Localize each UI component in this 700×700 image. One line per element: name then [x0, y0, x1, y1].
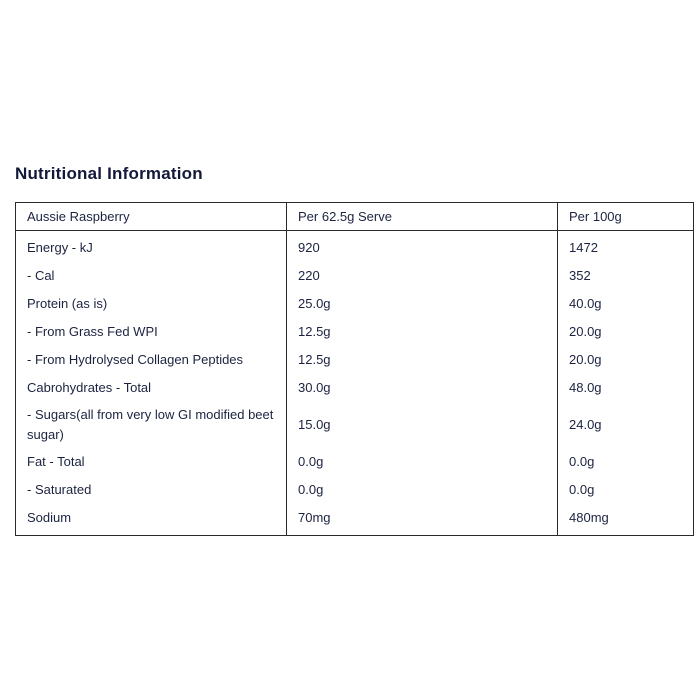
- per-serve-value: 15.0g: [287, 402, 558, 448]
- per-100g-value: 20.0g: [558, 346, 694, 374]
- per-serve-value: 0.0g: [287, 476, 558, 504]
- table-row: [16, 504, 694, 536]
- per-serve-value: 920: [287, 231, 558, 263]
- per-100g-value: 1472: [558, 231, 694, 263]
- per-100g-value: 352: [558, 262, 694, 290]
- per-serve-value: 12.5g: [287, 346, 558, 374]
- nutrient-label: Sodium: [16, 504, 287, 536]
- per-serve-value: 25.0g: [287, 290, 558, 318]
- table-row: [16, 231, 694, 263]
- per-100g-value: 20.0g: [558, 318, 694, 346]
- nutrient-label: Protein (as is): [16, 290, 287, 318]
- nutrient-label: - Saturated: [16, 476, 287, 504]
- nutrient-label: - From Grass Fed WPI: [16, 318, 287, 346]
- nutrition-table: [15, 202, 694, 536]
- nutrient-label: - Cal: [16, 262, 287, 290]
- per-serve-value: 220: [287, 262, 558, 290]
- table-row: [16, 402, 694, 448]
- page-title: Nutritional Information: [15, 164, 203, 183]
- table-row: [16, 346, 694, 374]
- per-serve-value: 30.0g: [287, 374, 558, 402]
- table-row: [16, 476, 694, 504]
- table-row: [16, 290, 694, 318]
- table-row: [16, 262, 694, 290]
- per-100g-value: 480mg: [558, 504, 694, 536]
- nutrient-label: Fat - Total: [16, 448, 287, 476]
- table-row: [16, 448, 694, 476]
- nutrient-label: Energy - kJ: [16, 231, 287, 263]
- per-serve-value: 12.5g: [287, 318, 558, 346]
- per-100g-value: 0.0g: [558, 448, 694, 476]
- nutrient-label: - From Hydrolysed Collagen Peptides: [16, 346, 287, 374]
- per-100g-value: 24.0g: [558, 402, 694, 448]
- per-100g-value: 0.0g: [558, 476, 694, 504]
- table-row: [16, 374, 694, 402]
- nutrient-label: Cabrohydrates - Total: [16, 374, 287, 402]
- table-header-row: [16, 203, 694, 231]
- per-serve-value: 70mg: [287, 504, 558, 536]
- per-100g-value: 48.0g: [558, 374, 694, 402]
- per-serve-value: 0.0g: [287, 448, 558, 476]
- header-product-name: Aussie Raspberry: [16, 203, 287, 231]
- per-100g-value: 40.0g: [558, 290, 694, 318]
- header-per-100g: Per 100g: [558, 203, 694, 231]
- header-per-serve: Per 62.5g Serve: [287, 203, 558, 231]
- nutrient-label: - Sugars(all from very low GI modified beet sugar): [16, 402, 287, 448]
- table-row: [16, 318, 694, 346]
